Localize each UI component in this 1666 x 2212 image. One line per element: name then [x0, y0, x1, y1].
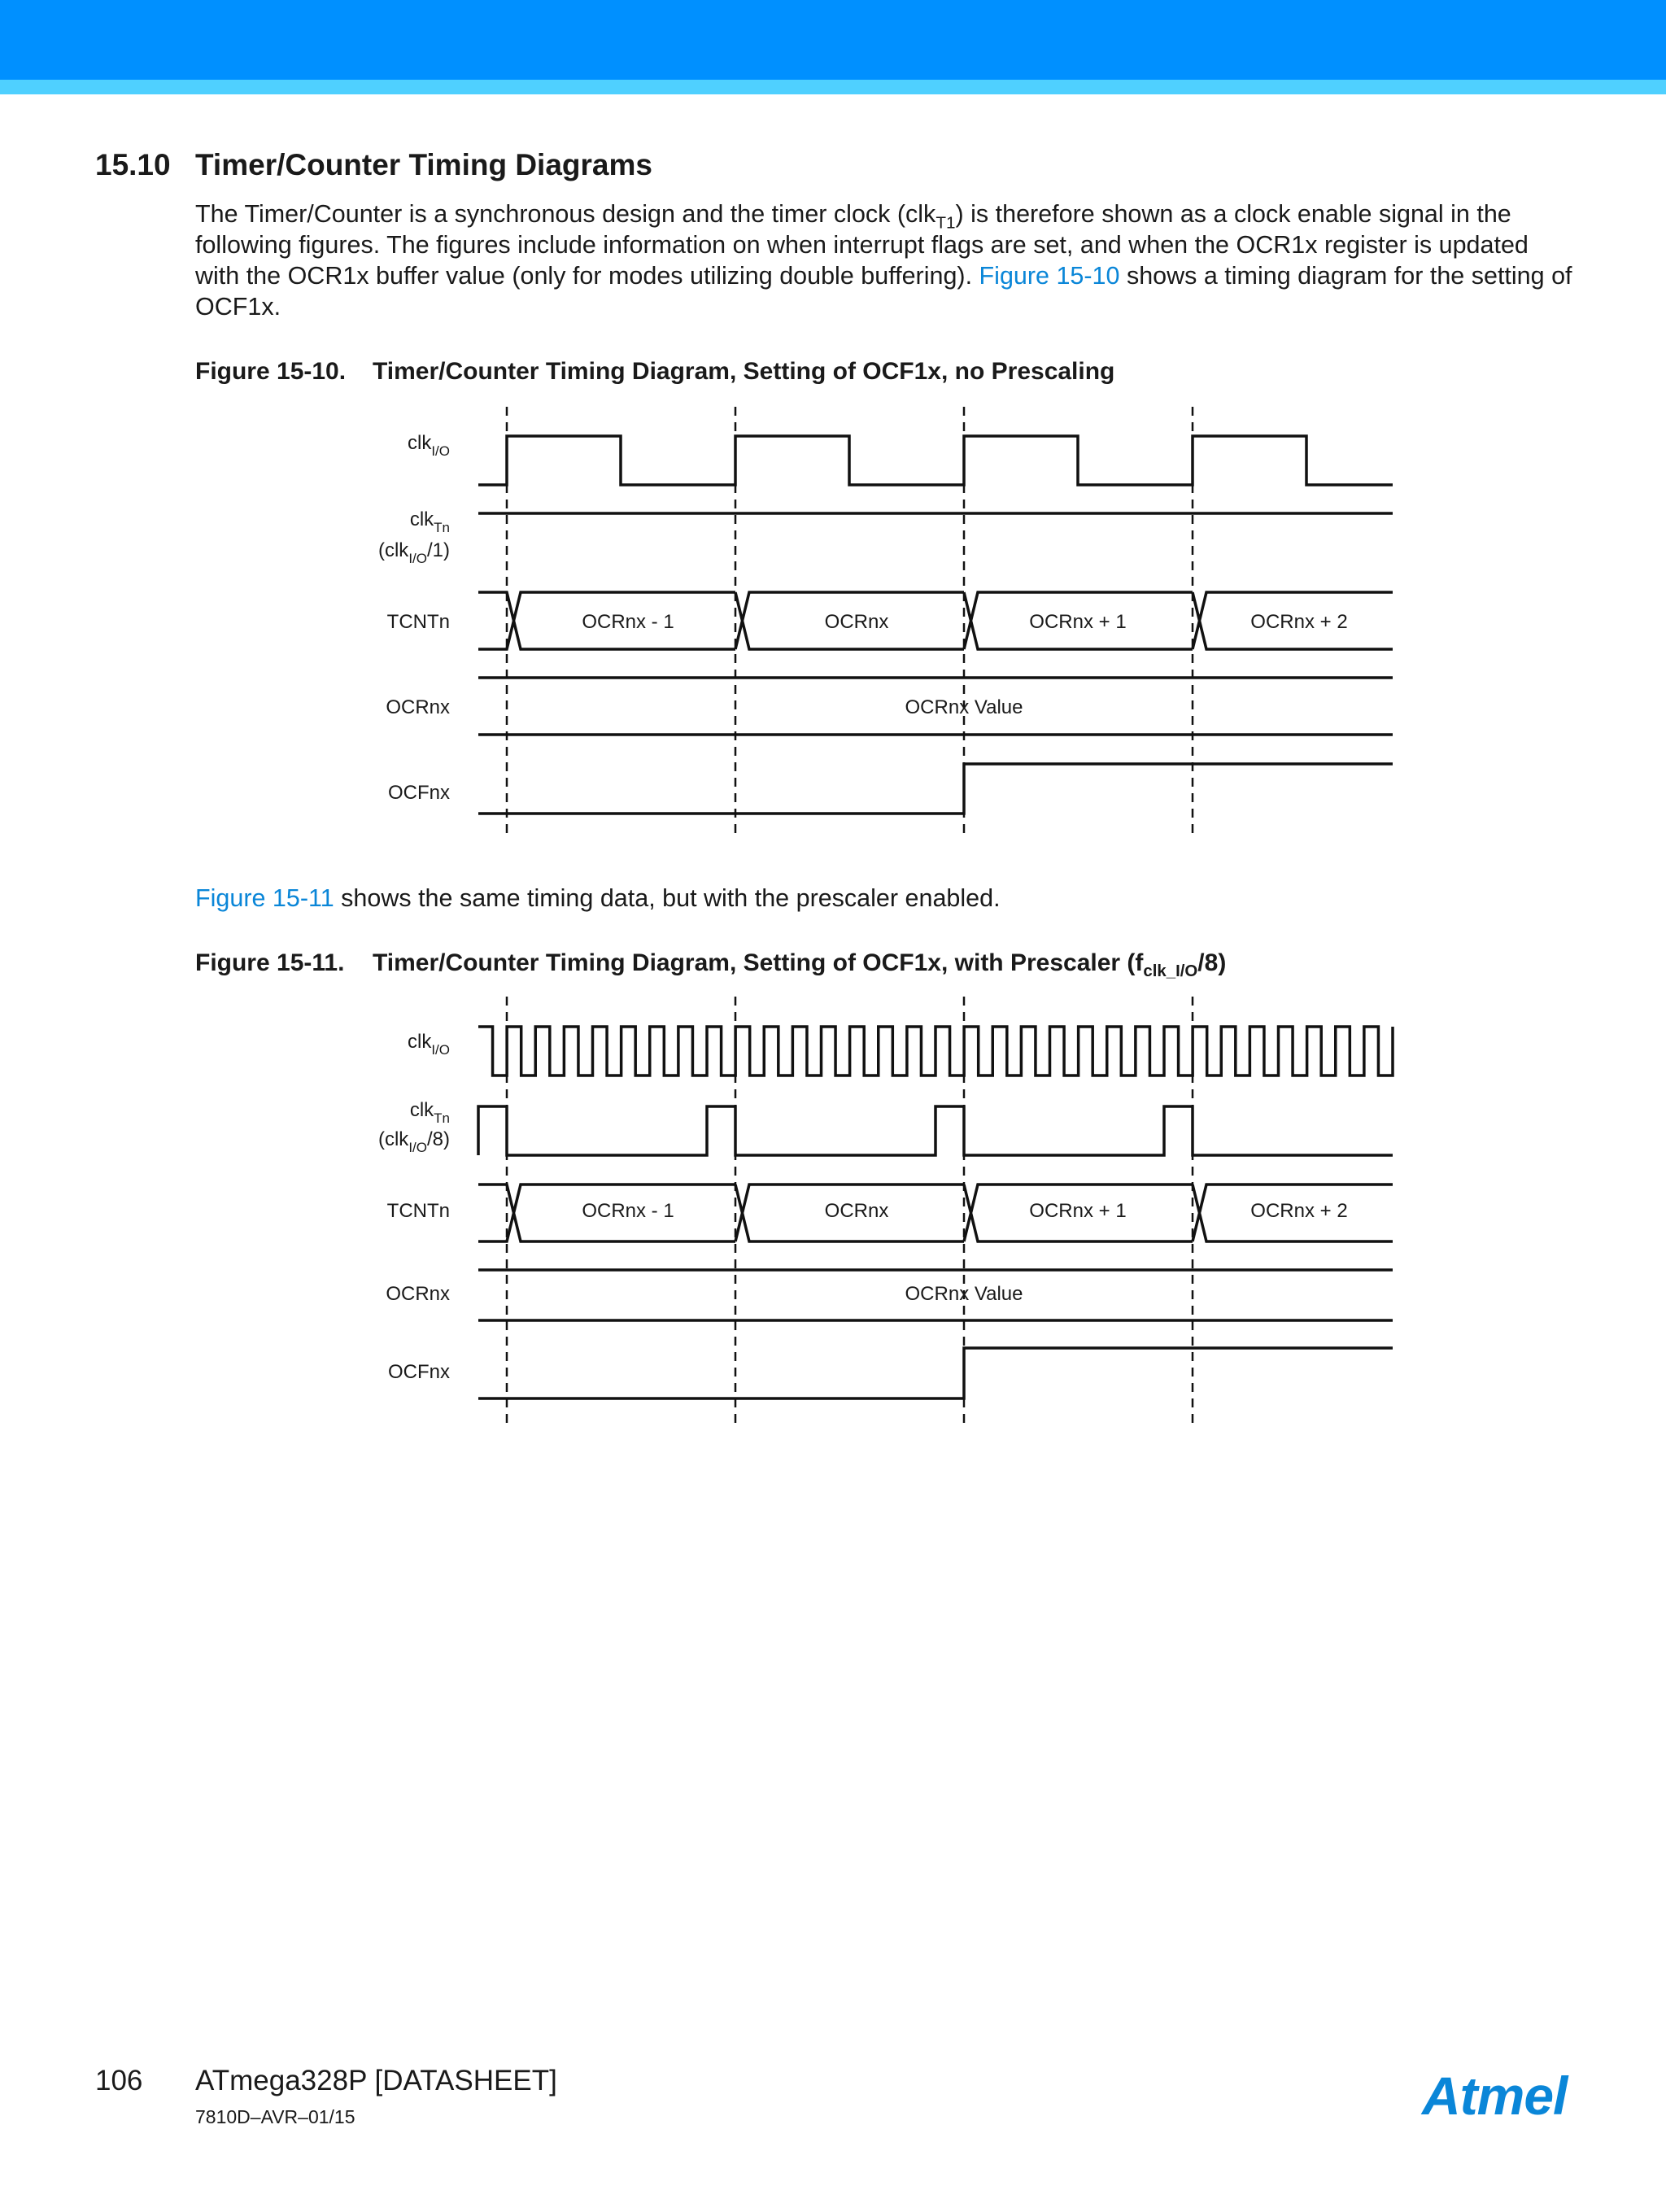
- figure-15-11-caption: [195, 949, 1227, 981]
- figure-title: /8): [1197, 949, 1227, 976]
- clktn-ratio-label: (clk$_{I/O}$/8): [377, 1128, 450, 1155]
- clkio-label: clk$_{I/O}$: [407, 432, 450, 459]
- tcnt-value: OCRnx - 1: [582, 611, 674, 633]
- clktn-label: clk$_{Tn}$: [409, 508, 450, 535]
- ocrnx-value: OCRnx Value: [905, 1283, 1023, 1305]
- tcntn-label: TCNTn: [386, 611, 450, 633]
- header-bar: [0, 0, 1666, 80]
- tcnt-value: OCRnx + 1: [1029, 611, 1127, 633]
- figure-number: Figure 15-11.: [195, 949, 345, 976]
- between-paragraph: [195, 884, 1001, 913]
- ocfnx-waveform: [478, 764, 1393, 814]
- clktn-label: clk$_{Tn}$: [409, 1099, 450, 1126]
- ocfnx-label: OCFnx: [387, 1361, 450, 1383]
- tcnt-value: OCRnx: [824, 1200, 889, 1222]
- figure-title: Timer/Counter Timing Diagram, Setting of OCF1x, no Prescaling: [373, 358, 1115, 385]
- clkio-waveform: [478, 436, 1393, 485]
- document-title: ATmega328P [DATASHEET]: [195, 2065, 557, 2096]
- figure-15-10-link[interactable]: Figure 15-10: [979, 262, 1120, 290]
- figure-15-10-caption: [195, 358, 1114, 386]
- tcnt-value: OCRnx + 1: [1029, 1200, 1127, 1222]
- atmel-logo: Atmel: [1422, 2066, 1568, 2126]
- ocrnx-label: OCRnx: [386, 1283, 450, 1305]
- page-number: 106: [95, 2065, 143, 2096]
- clktn-waveform: [478, 1106, 1393, 1155]
- figure-number: Figure 15-10.: [195, 358, 347, 385]
- clkio-label: clk$_{I/O}$: [407, 1031, 450, 1058]
- intro-paragraph: [195, 199, 1578, 322]
- tcnt-value: OCRnx - 1: [582, 1200, 674, 1222]
- header-accent-line: [0, 80, 1666, 94]
- para-text: The Timer/Counter is a synchronous design and the timer clock (clk: [195, 200, 936, 228]
- para-text: ) is therefore shown as a clock enable signal in the following figures. The figures include information on when interrupt flags are set, and when the OCR1x register is updated with the OCR1x buffer value (only for modes utilizing double buffering).: [195, 200, 1529, 290]
- para-text: shows the same timing data, but with the prescaler enabled.: [334, 884, 1001, 912]
- para-text: shows a timing diagram for the setting of OCF1x.: [195, 262, 1572, 321]
- document-code: 7810D–AVR–01/15: [195, 2106, 355, 2127]
- timing-diagram-15-11: [0, 988, 1666, 1440]
- tcnt-value: OCRnx + 2: [1250, 1200, 1348, 1222]
- clktn-ratio-label: (clk$_{I/O}$/1): [377, 539, 450, 566]
- section-title: Timer/Counter Timing Diagrams: [195, 148, 652, 181]
- timing-diagram-15-10: [0, 399, 1666, 846]
- ocrnx-value: OCRnx Value: [905, 696, 1023, 718]
- para-subscript: T1: [935, 213, 956, 233]
- figure-title-subscript: clk_I/O: [1143, 962, 1198, 981]
- tcnt-value: OCRnx: [824, 611, 889, 633]
- figure-title: Timer/Counter Timing Diagram, Setting of OCF1x, with Prescaler (f: [373, 949, 1144, 976]
- figure-15-11-link[interactable]: Figure 15-11: [195, 884, 334, 912]
- ocrnx-label: OCRnx: [386, 696, 450, 718]
- tcnt-value: OCRnx + 2: [1250, 611, 1348, 633]
- ocfnx-waveform: [478, 1348, 1393, 1398]
- ocfnx-label: OCFnx: [387, 782, 450, 804]
- clkio-waveform: [478, 1027, 1393, 1075]
- tcntn-label: TCNTn: [386, 1200, 450, 1222]
- section-number: 15.10: [95, 148, 171, 181]
